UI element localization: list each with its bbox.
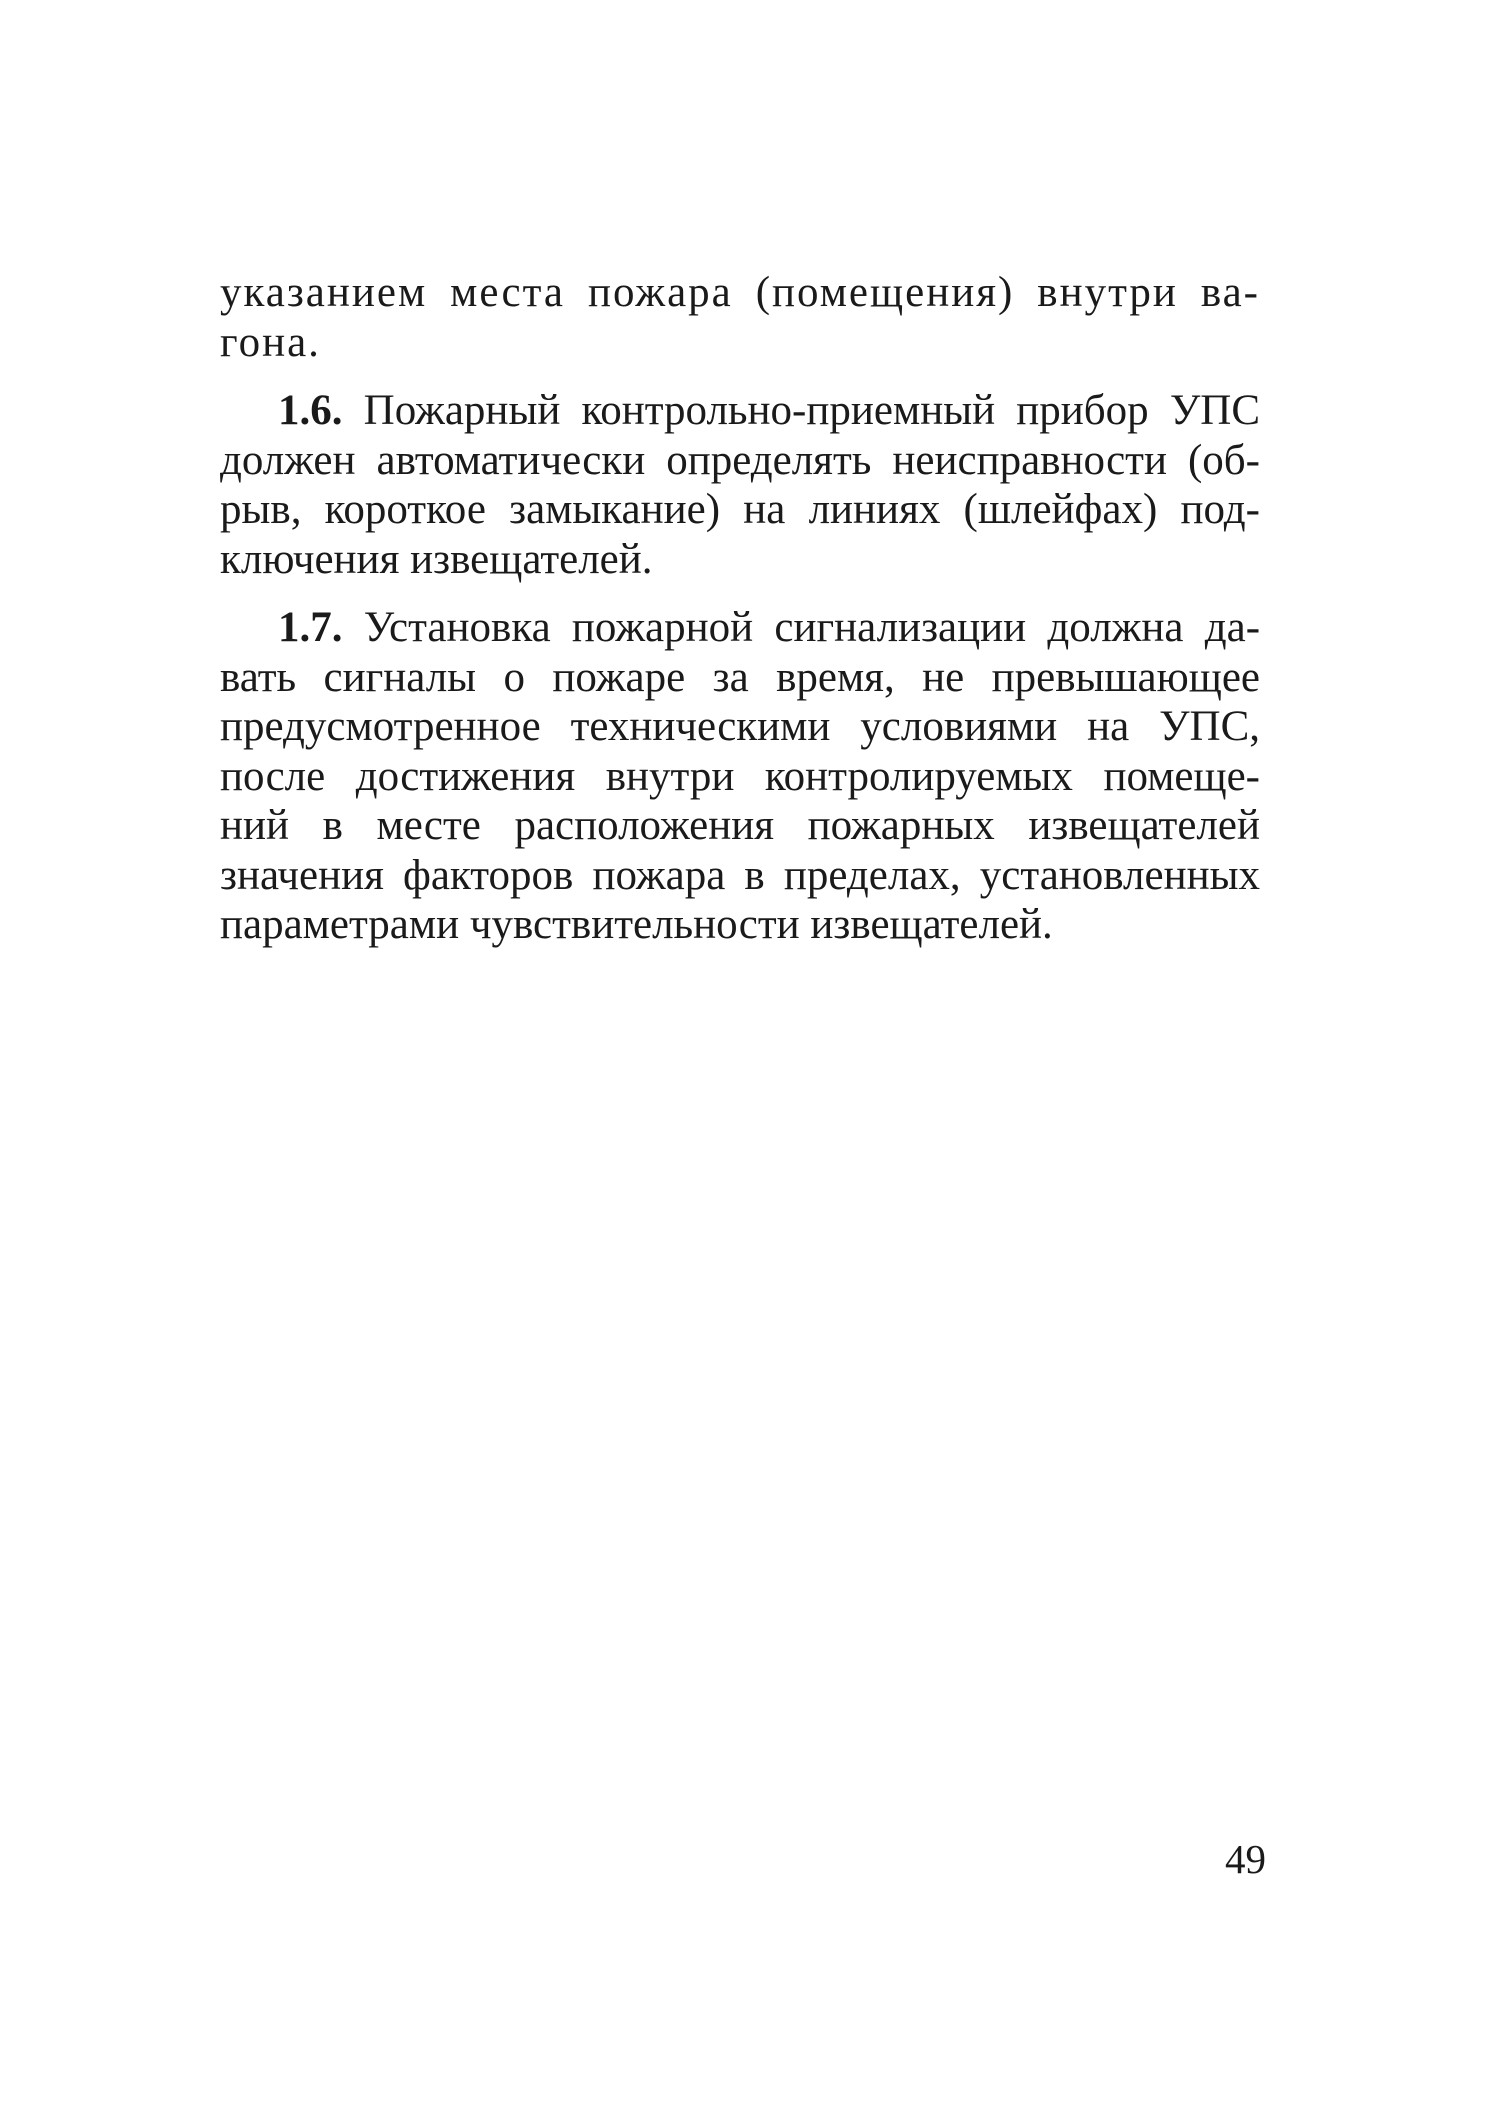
- text-line: ний в месте расположения пожарных извещателей: [220, 802, 1260, 849]
- text-line: после достижения внутри контролируемых помеще-: [220, 752, 1260, 800]
- paragraph-1-7: [220, 603, 1260, 950]
- text-line: рыв, короткое замыкание) на линиях (шлейфах) под-: [220, 486, 1260, 533]
- page-number: 49: [1225, 1836, 1266, 1882]
- text-line: указанием места пожара (помещения) внутри ва-: [220, 269, 1260, 316]
- text-line: должен автоматически определять неисправности (об-: [220, 436, 1260, 484]
- text-line-content: Установка пожарной сигнализации должна да-: [363, 604, 1261, 651]
- text-line: [220, 386, 1260, 436]
- paragraph-number: 1.7.: [278, 604, 343, 651]
- text-line: значения факторов пожара в пределах, установленных: [220, 851, 1260, 899]
- text-line: вать сигналы о пожаре за время, не превышающее: [220, 653, 1260, 701]
- text-line: параметрами чувствительности извещателей.: [220, 901, 1053, 948]
- text-line: гона.: [220, 318, 321, 366]
- text-line: [220, 603, 1260, 653]
- paragraph-number: 1.6.: [278, 387, 343, 434]
- text-line: предусмотренное техническими условиями на УПС,: [220, 703, 1260, 750]
- paragraph-1-6: [220, 386, 1260, 584]
- document-body: [220, 268, 1260, 950]
- text-line-content: Пожарный контрольно-приемный прибор УПС: [363, 387, 1260, 434]
- paragraph-continuation: [220, 268, 1260, 367]
- text-line: ключения извещателей.: [220, 535, 653, 583]
